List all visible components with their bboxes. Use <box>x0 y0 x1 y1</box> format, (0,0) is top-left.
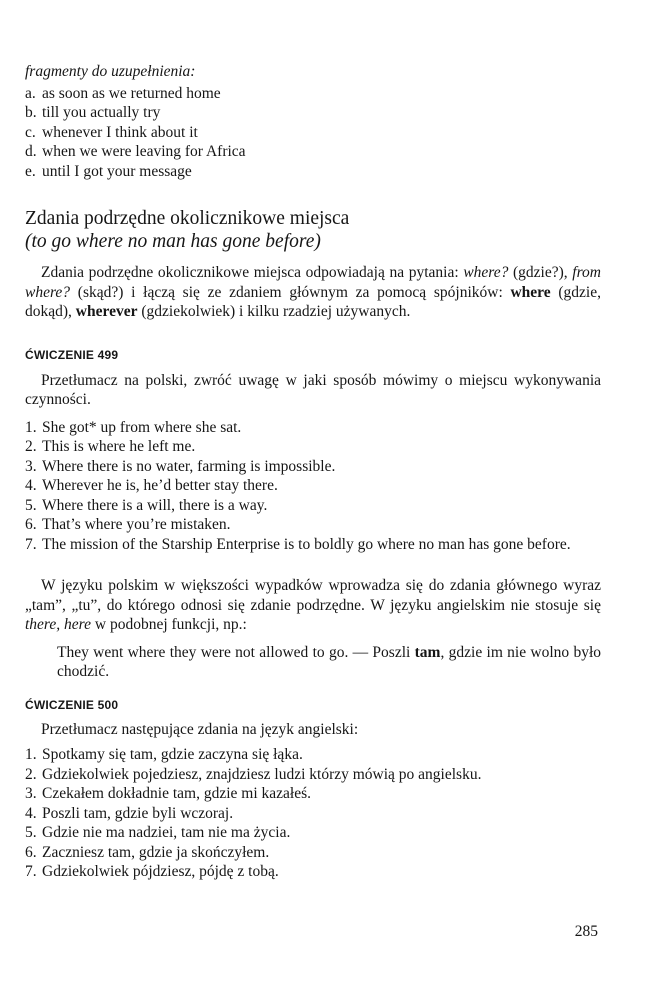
fragments-list <box>25 84 601 182</box>
item-number: 5. <box>25 496 37 514</box>
list-item <box>25 123 601 143</box>
item-text: Czekałem dokładnie tam, gdzie mi kazałeś. <box>42 785 311 802</box>
item-letter: d. <box>25 143 37 160</box>
item-number: 4. <box>25 477 37 494</box>
list-item <box>25 496 601 516</box>
item-text: Zaczniesz tam, gdzie ja skończyłem. <box>42 843 270 861</box>
item-text: The mission of the Starship Enterprise is to boldly go where no man has gone before. <box>42 535 571 553</box>
text-segment: (gdziekolwiek) i kilku rzadziej używanych. <box>137 303 411 320</box>
list-item <box>25 784 601 804</box>
text-segment-bold: wherever <box>75 303 138 320</box>
section-subtitle: (to go where no man has gone before) <box>25 231 321 252</box>
intro-paragraph <box>25 263 601 322</box>
page-number: 285 <box>574 923 598 940</box>
text-segment-italic: where? <box>463 264 509 281</box>
item-number: 2. <box>25 438 37 455</box>
item-number: 7. <box>25 863 37 880</box>
text-segment-italic: there, here <box>25 616 91 633</box>
list-item <box>25 765 601 785</box>
item-number: 1. <box>25 418 37 436</box>
list-item <box>25 515 601 535</box>
item-number: 3. <box>25 785 37 802</box>
item-text: Where there is a will, there is a way. <box>42 496 268 514</box>
text-segment: (skąd?) i łączą się ze zdaniem głównym za pomocą spójników: <box>70 283 511 301</box>
item-text: Where there is no water, farming is impossible. <box>42 457 336 475</box>
item-text: She got* up from where she sat. <box>42 418 242 436</box>
list-item <box>25 162 601 182</box>
item-number: 6. <box>25 516 37 533</box>
text-segment: (gdzie, dokąd), <box>25 283 601 320</box>
exercise-500-items <box>25 745 601 882</box>
text-segment-italic: from where? <box>25 264 601 301</box>
list-item <box>25 823 601 843</box>
exercise-500-instructions: Przetłumacz następujące zdania na język angielski: <box>41 720 359 738</box>
item-letter: e. <box>25 162 36 180</box>
text-segment: Zdania podrzędne okolicznikowe miejsca odpowiadają na pytania: <box>41 264 464 281</box>
item-letter: a. <box>25 84 36 102</box>
list-item <box>25 142 601 162</box>
item-text: Poszli tam, gdzie byli wczoraj. <box>42 804 234 822</box>
item-text: Gdziekolwiek pójdziesz, pójdę z tobą. <box>42 863 279 880</box>
item-number: 5. <box>25 824 37 841</box>
note-paragraph <box>25 576 601 635</box>
text-segment: , gdzie im nie wolno było chodzić. <box>57 643 602 680</box>
list-item <box>25 418 601 438</box>
item-letter: c. <box>25 123 36 141</box>
list-item <box>25 804 601 824</box>
item-number: 7. <box>25 535 37 553</box>
item-text: as soon as we returned home <box>42 84 221 102</box>
item-text: Wherever he is, he’d better stay there. <box>42 477 278 494</box>
list-item <box>25 103 601 123</box>
exercise-500-label: ĆWICZENIE 500 <box>25 697 119 712</box>
item-number: 6. <box>25 843 37 861</box>
item-text: when we were leaving for Africa <box>42 143 246 160</box>
item-text: till you actually try <box>42 104 161 121</box>
item-text: Gdziekolwiek pojedziesz, znajdziesz ludzi którzy mówią po angielsku. <box>42 765 482 783</box>
list-item <box>25 862 601 882</box>
text-segment: W języku polskim w większości wypadków wprowadza się do zdania głównego wyraz „tam”, „tu”, do którego odnosi się zdanie podrzędne. W języku angielskim nie stosuje się <box>25 577 601 614</box>
exercise-499-items <box>25 418 601 555</box>
item-text: Spotkamy się tam, gdzie zaczyna się łąka. <box>42 746 303 763</box>
item-text: Gdzie nie ma nadziei, tam nie ma życia. <box>42 824 291 841</box>
section-title: Zdania podrzędne okolicznikowe miejsca <box>25 208 350 229</box>
item-text: That’s where you’re mistaken. <box>42 516 231 533</box>
text-segment-bold: where <box>510 283 551 301</box>
list-item <box>25 476 601 496</box>
item-text: This is where he left me. <box>42 438 196 455</box>
item-number: 2. <box>25 765 37 783</box>
item-text: until I got your message <box>42 162 192 180</box>
list-item <box>25 535 601 555</box>
exercise-499-instructions: Przetłumacz na polski, zwróć uwagę w jaki sposób mówimy o miejscu wykonywania czynności. <box>25 371 601 408</box>
item-number: 4. <box>25 804 37 822</box>
item-number: 1. <box>25 746 37 763</box>
text-segment: w podobnej funkcji, np.: <box>91 616 247 633</box>
list-item <box>25 457 601 477</box>
list-item <box>25 745 601 765</box>
text-segment: They went where they were not allowed to go. — Poszli <box>57 643 415 661</box>
item-number: 3. <box>25 457 37 475</box>
text-segment-bold: tam <box>414 643 441 661</box>
fragments-title: fragmenty do uzupełnienia: <box>25 63 196 80</box>
text-segment: (gdzie?), <box>508 264 573 281</box>
exercise-499-label: ĆWICZENIE 499 <box>25 347 119 362</box>
list-item <box>25 843 601 863</box>
list-item <box>25 84 601 104</box>
example-paragraph <box>57 643 601 682</box>
item-text: whenever I think about it <box>42 123 198 141</box>
list-item <box>25 437 601 457</box>
item-letter: b. <box>25 104 37 121</box>
